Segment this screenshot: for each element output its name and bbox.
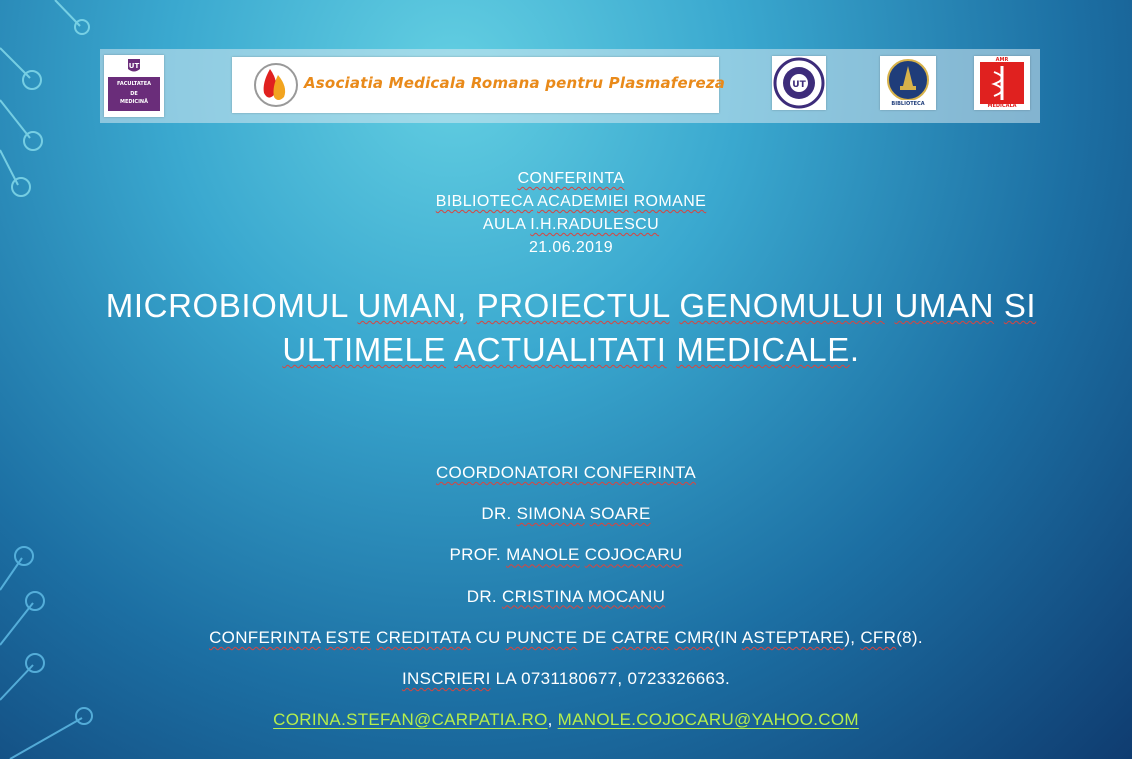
registration-phones: LA 0731180677, 0723326663.	[490, 669, 731, 689]
title-word: PROIECTUL	[476, 287, 670, 324]
coordinator-1	[0, 493, 1132, 534]
coordinators-section	[0, 452, 1132, 740]
conference-label-line	[0, 167, 1132, 190]
credit-word: CU	[475, 627, 501, 647]
faculty-logo	[104, 55, 164, 117]
faculty-line-2: DE	[130, 91, 138, 97]
coordinator-title: DR.	[481, 504, 512, 524]
slide-title	[0, 284, 1132, 372]
coordinator-first-name: SIMONA	[516, 504, 585, 524]
venue-word-3: ROMANE	[633, 193, 707, 210]
hall-name: I.H.RADULESCU	[530, 216, 660, 233]
association-banner	[232, 57, 726, 113]
coordinator-title: DR.	[466, 586, 497, 606]
coordinator-2	[0, 534, 1132, 575]
title-word: MEDICALE	[676, 331, 850, 368]
coordinators-heading: COORDONATORI CONFERINTA	[435, 463, 696, 482]
credit-word: CMR	[674, 627, 715, 647]
hall-label: AULA	[482, 216, 526, 233]
association-name: Asociatia Medicala Romana pentru Plasmafereza	[304, 74, 726, 92]
email-link-manole[interactable]: MANOLE.COJOCARU@YAHOO.COM	[557, 710, 859, 730]
title-word: GENOMULUI	[679, 287, 885, 324]
title-word: UMAN,	[357, 287, 467, 324]
title-period: .	[849, 331, 860, 368]
venue-line	[0, 190, 1132, 213]
svg-text:UT: UT	[128, 62, 140, 70]
library-logo	[880, 56, 936, 110]
conference-label: CONFERINTA	[517, 170, 625, 187]
coordinator-last-name: SOARE	[589, 504, 651, 524]
registration-label: INSCRIERI	[401, 669, 491, 689]
registration-line	[0, 658, 1132, 699]
ams-bottom-label: MEDICALA	[987, 103, 1017, 109]
coordinator-first-name: MANOLE	[506, 545, 580, 565]
title-line-2	[0, 328, 1132, 372]
coordinator-3	[0, 576, 1132, 617]
title-word: ULTIMELE	[282, 331, 447, 368]
credit-word: CONFERINTA	[209, 627, 321, 647]
blood-drop-icon	[240, 57, 300, 113]
credit-word: PUNCTE	[505, 627, 578, 647]
credit-word: ESTE	[325, 627, 372, 647]
coordinator-last-name: MOCANU	[587, 586, 666, 606]
credit-word: ASTEPTARE	[741, 627, 845, 647]
contact-emails	[0, 699, 1132, 740]
credit-word: CATRE	[611, 627, 670, 647]
conference-date: 21.06.2019	[528, 239, 614, 256]
title-word: ACTUALITATI	[454, 331, 667, 368]
university-seal-logo	[772, 56, 826, 110]
credit-word: CREDITATA	[376, 627, 471, 647]
venue-word-1: BIBLIOTECA	[435, 193, 534, 210]
title-word: MICROBIOMUL	[105, 287, 348, 324]
title-word: UMAN	[894, 287, 995, 324]
coordinator-last-name: COJOCARU	[584, 545, 683, 565]
coordinator-title: PROF.	[449, 545, 502, 565]
credit-line	[0, 617, 1132, 658]
library-label: BIBLIOTECA	[891, 101, 925, 107]
conference-info	[0, 167, 1132, 259]
caduceus-icon	[974, 56, 1030, 110]
coordinator-first-name: CRISTINA	[502, 586, 583, 606]
ams-top-label: AMR	[995, 57, 1009, 63]
hall-line	[0, 213, 1132, 236]
faculty-line-1: FACULTATEA	[117, 81, 151, 87]
faculty-line-3: MEDICINĂ	[120, 99, 148, 105]
title-word: SI	[1003, 287, 1037, 324]
title-line-1	[0, 284, 1132, 328]
credit-word: (IN	[714, 627, 738, 647]
venue-word-2: ACADEMIEI	[537, 193, 629, 210]
medical-association-logo	[974, 56, 1030, 110]
university-seal-icon	[772, 56, 826, 110]
credit-word: DE	[582, 627, 607, 647]
credit-word: (8).	[896, 627, 923, 647]
email-separator: ,	[547, 710, 558, 730]
credit-word: CFR	[860, 627, 897, 647]
credit-word: ),	[844, 627, 861, 647]
coordinators-heading-line	[0, 452, 1132, 493]
svg-text:UT: UT	[792, 80, 806, 90]
email-link-corina[interactable]: CORINA.STEFAN@CARPATIA.RO	[273, 710, 548, 730]
